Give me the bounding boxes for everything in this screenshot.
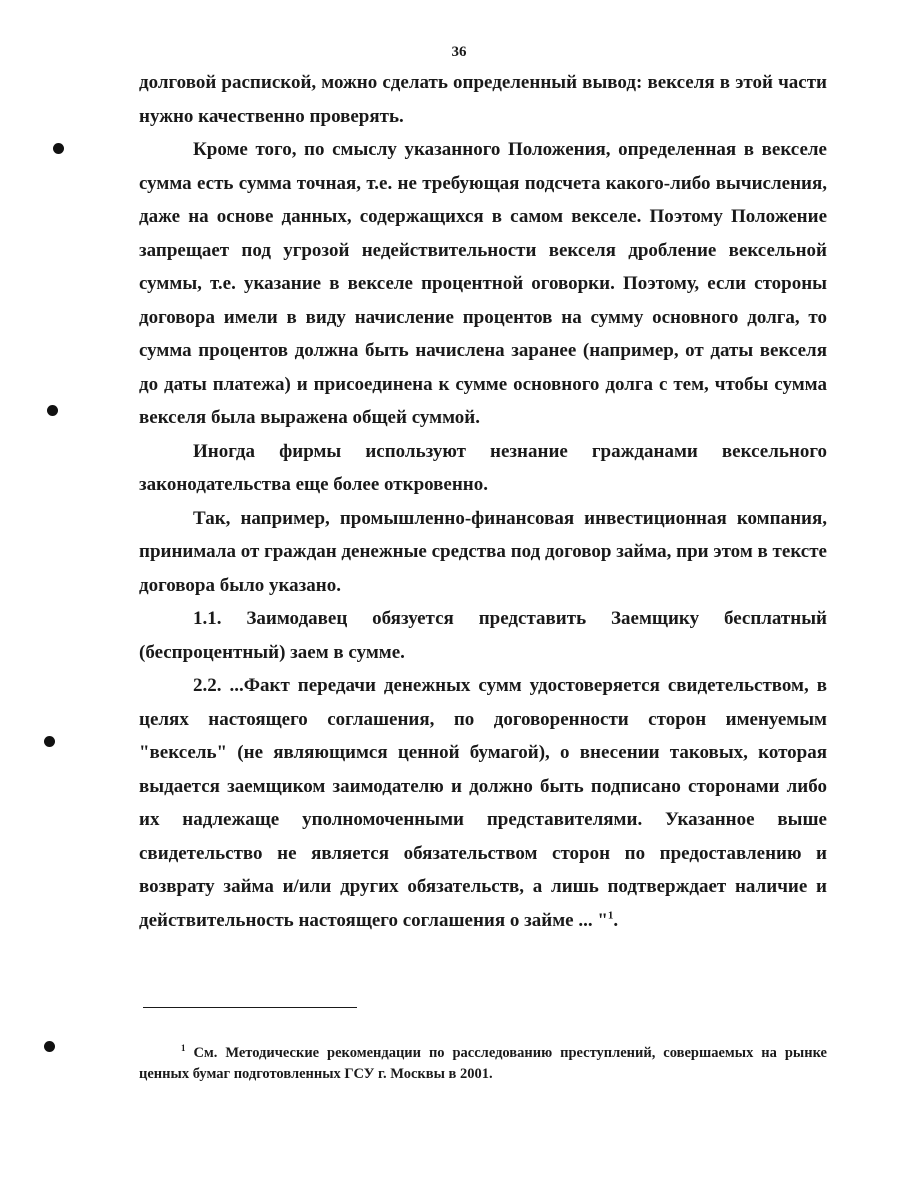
paragraph: Иногда фирмы используют незнание гражданами вексельного законодательства еще более откровенно. (139, 440, 827, 495)
footnote (139, 1043, 827, 1085)
paragraph: Кроме того, по смыслу указанного Положения, определенная в векселе сумма есть сумма точная, т.е. не требующая подсчета какого-либо вычисления, даже на основе данных, содержащихся в самом векселе. Поэтому Положение запрещает под угрозой недействительности векселя дробление вексельной суммы, т.е. указание в векселе процентной оговорки. Поэтому, если стороны договора имели в виду начисление процентов на сумму основного долга, то сумма процентов должна быть начислена заранее (например, от даты векселя до даты платежа) и присоединена к сумме основного долга с тем, чтобы сумма векселя была выражена общей суммой. (139, 139, 827, 428)
page-number: 36 (451, 44, 467, 60)
binder-hole-mark (53, 143, 64, 154)
footnote-divider (143, 1007, 357, 1008)
clause-text: 2.2. ...Факт передачи денежных сумм удостоверяется свидетельством, в целях настоящего соглашения, по договоренности сторон именуемым "вексель" (не являющимся ценной бумагой), о внесении таковых, которая выдается заемщиком заимодателю и должно быть подписано сторонами либо их надлежаще уполномоченными представителями. Указанное выше свидетельство не является обязательством сторон по предоставлению и возврату займа и/или других обязательств, а лишь подтверждает наличие и действительность настоящего соглашения о займе ... " (139, 675, 827, 931)
paragraph: 1.1. Заимодавец обязуется представить Заемщику бесплатный (беспроцентный) заем в сумме. (139, 608, 827, 663)
paragraph: Так, например, промышленно-финансовая инвестиционная компания, принимала от граждан денежные средства под договор займа, при этом в тексте договора было указано. (139, 507, 827, 596)
paragraph: долговой распиской, можно сделать определенный вывод: векселя в этой части нужно качественно проверять. (139, 72, 827, 127)
quoted-clause (139, 669, 827, 937)
binder-hole-mark (44, 736, 55, 747)
footnote-text: См. Методические рекомендации по расследованию преступлений, совершаемых на рынке ценных бумаг подготовленных ГСУ г. Москвы в 2001. (139, 1045, 827, 1082)
binder-hole-mark (44, 1041, 55, 1052)
footnote-marker: 1 (181, 1043, 186, 1054)
clause-end: . (613, 909, 619, 931)
binder-hole-mark (47, 405, 58, 416)
footnote-reference[interactable]: 1 (607, 909, 614, 922)
main-text (139, 66, 827, 937)
